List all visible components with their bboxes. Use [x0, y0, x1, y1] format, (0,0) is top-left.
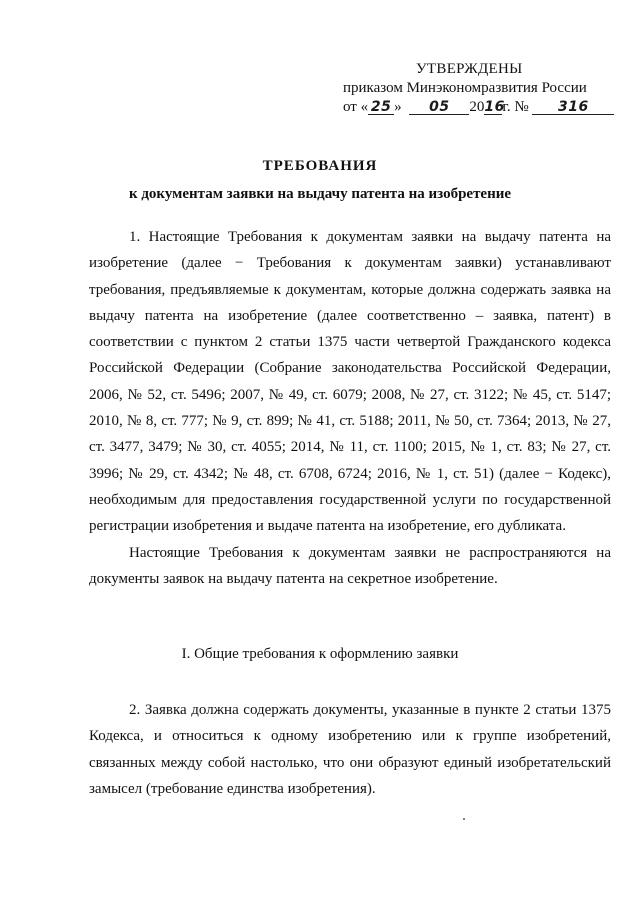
section-body — [89, 697, 611, 802]
section-heading: I. Общие требования к оформлению заявки — [181, 646, 459, 662]
approval-date-line — [343, 98, 613, 117]
date-day-suffix: » — [394, 99, 402, 115]
approval-block — [343, 60, 613, 117]
approval-title: УТВЕРЖДЕНЫ — [416, 61, 523, 77]
paragraph-2: Настоящие Требования к документам заявки не распространяются на документы заявок на выдачу патента на секретное изобретение. — [89, 544, 611, 587]
date-month: 05 — [409, 100, 469, 115]
paragraph-3: 2. Заявка должна содержать документы, указанные в пункте 2 статьи 1375 Кодекса, и относиться к одному изобретению или к группе изобретений, связанных между собой настолько, что они образуют единый изобретательский замысел (требование единства изобретения). — [89, 702, 611, 797]
document-title: ТРЕБОВАНИЯ — [262, 158, 378, 174]
order-number: 316 — [532, 100, 614, 115]
date-year-prefix: 20 — [469, 99, 485, 115]
scan-speck — [463, 818, 465, 820]
date-year-suffix: 16 — [484, 99, 505, 115]
paragraph-1: 1. Настоящие Требования к документам заявки на выдачу патента на изобретение (далее − Требования к документам заявки) устанавливают требования, предъявляемые к документам, которые должна содержать заявка на выдачу патента на изобретение (далее соответственно – заявка, патент) в соответствии с пунктом 2 статьи 1375 части четвертой Гражданского кодекса Российской Федерации (Собрание законодательства Российской Федерации, 2006, № 52, ст. 5496; 2007, № 49, ст. 6079; 2008, № 27, ст. 3122; № 45, ст. 5147; 2010, № 8, ст. 777; № 9, ст. 899; № 41, ст. 5188; 2011, № 50, ст. 7364; 2013, № 27, ст. 3477, 3479; № 30, ст. 4055; 2014, № 11, ст. 1100; 2015, № 1, ст. 83; № 27, ст. 3996; № 29, ст. 4342; № 48, ст. 6708, 6724; 2016, № 1, ст. 51) (далее − Кодекс), необходимым для предоставления государственной услуги по государственной регистрации изобретения и выдаче патента на изобретение, его дубликата. — [89, 229, 611, 535]
order-number-label: г. № — [502, 99, 529, 115]
date-prefix: от « — [343, 99, 369, 115]
document-subtitle: к документам заявки на выдачу патента на изобретение — [128, 186, 512, 202]
approval-order-line: приказом Минэкономразвития России — [343, 80, 587, 96]
date-day: 25 — [368, 100, 394, 115]
document-body — [89, 224, 611, 592]
